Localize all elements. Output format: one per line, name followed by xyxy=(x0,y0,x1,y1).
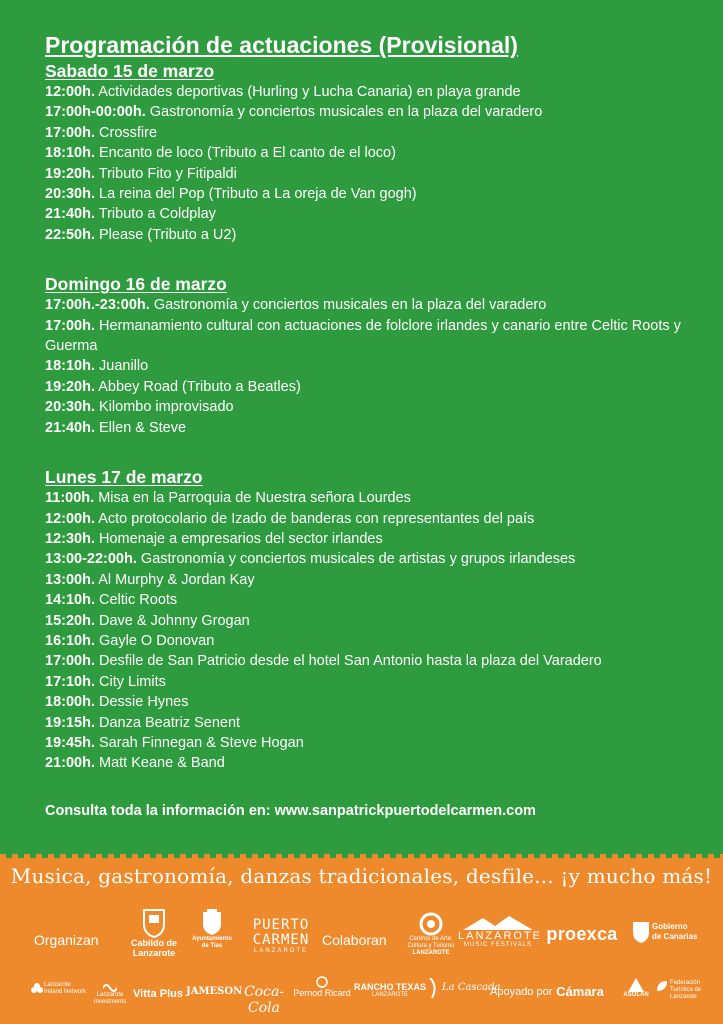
jameson-logo: JAMESON xyxy=(186,986,243,997)
event-time: 21:40h. xyxy=(45,206,95,223)
event-time: 18:10h. xyxy=(45,358,95,375)
coca-cola-logo: Coca-Cola xyxy=(243,984,285,1016)
lanzarote-music-festivals-logo: LANZAROTE MUSIC FESTIVALS xyxy=(458,916,538,949)
vitta-plus-logo: Vitta Plus xyxy=(133,988,183,1000)
puerto-carmen-logo: PUERTO CARMEN LANZAROTE xyxy=(252,917,310,954)
event-description: Desfile de San Patricio desde el hotel San Antonio hasta la plaza del Varadero xyxy=(99,653,602,670)
day-section-saturday xyxy=(45,60,705,245)
event-time: 20:30h. xyxy=(45,186,95,203)
event-item xyxy=(45,102,705,122)
event-time: 12:00h. xyxy=(45,84,95,100)
shamrock-icon xyxy=(30,982,44,996)
day-section-monday xyxy=(45,466,705,774)
leaf-icon xyxy=(656,980,668,992)
event-list xyxy=(45,488,705,774)
event-description: Tributo a Coldplay xyxy=(98,206,216,223)
wave-icon xyxy=(103,980,117,992)
event-description: Matt Keane & Band xyxy=(99,755,225,772)
sponsors-row-supporters: Lanzarote Ireland Network Lanzarote Investments Vitta Plus JAMESON Coca-Cola Pernod Ricard RANCHO TEXAS LANZAROTE La Cascada Apoyado por Cámara ASOLAN Federación Turística de Lanzarote xyxy=(30,974,710,1020)
event-description: Juanillo xyxy=(99,358,149,375)
event-item xyxy=(45,164,705,184)
event-description: Ellen & Steve xyxy=(99,419,187,436)
event-item xyxy=(45,225,705,245)
event-time: 20:30h. xyxy=(45,399,95,416)
event-description: Abbey Road (Tributo a Beatles) xyxy=(98,378,301,395)
event-item xyxy=(45,549,705,569)
proexca-logo: proexca xyxy=(546,924,618,944)
event-time: 18:00h. xyxy=(45,694,95,711)
event-item xyxy=(45,377,705,397)
event-item xyxy=(45,509,705,529)
event-description: Al Murphy & Jordan Kay xyxy=(98,571,255,588)
event-item xyxy=(45,631,705,651)
event-description: Dessie Hynes xyxy=(99,694,189,711)
sun-icon xyxy=(419,912,443,936)
event-description: Crossfire xyxy=(99,124,158,141)
lanzarote-investments-logo: Lanzarote Investments xyxy=(90,980,130,1006)
event-list xyxy=(45,295,705,438)
event-item xyxy=(45,713,705,733)
cabildo-logo: Cabildo de Lanzarote xyxy=(124,908,184,958)
page-title: Programación de actuaciones (Provisional) xyxy=(45,32,518,58)
event-item xyxy=(45,204,705,224)
event-item xyxy=(45,184,705,204)
day-section-sunday xyxy=(45,273,705,438)
event-time: 19:20h. xyxy=(45,378,95,395)
event-time: 22:50h. xyxy=(45,226,95,243)
pernod-ricard-logo: Pernod Ricard xyxy=(288,976,356,998)
event-list xyxy=(45,82,705,245)
event-time: 17:10h. xyxy=(45,673,95,690)
event-description: Actividades deportivas (Hurling y Lucha Canaria) en playa grande xyxy=(98,84,521,100)
event-description: City Limits xyxy=(99,673,166,690)
event-time: 18:10h. xyxy=(45,145,95,162)
event-item xyxy=(45,488,705,508)
event-time: 15:20h. xyxy=(45,612,95,629)
event-time: 17:00h.-23:00h. xyxy=(45,297,150,314)
event-item xyxy=(45,753,705,773)
event-description: Gastronomía y conciertos musicales de artistas y grupos irlandeses xyxy=(140,551,576,568)
mountain-icon xyxy=(463,916,533,930)
event-item xyxy=(45,590,705,610)
event-item xyxy=(45,570,705,590)
event-description: Tributo Fito y Fitipaldi xyxy=(98,165,237,182)
ayuntamiento-logo: Ayuntamiento de Tías xyxy=(189,908,235,950)
event-time: 19:15h. xyxy=(45,714,95,731)
event-item xyxy=(45,651,705,671)
event-item xyxy=(45,143,705,163)
event-description: Dave & Johnny Grogan xyxy=(99,612,250,629)
event-item xyxy=(45,82,705,102)
colaboran-label: Colaboran xyxy=(322,932,387,948)
day-title: Sabado 15 de marzo xyxy=(45,61,215,81)
event-description: Please (Tributo a U2) xyxy=(99,226,237,243)
event-description: Celtic Roots xyxy=(99,592,178,609)
day-title: Domingo 16 de marzo xyxy=(45,274,227,295)
waterfall-icon xyxy=(428,978,440,998)
event-time: 17:00h-00:00h. xyxy=(45,104,146,121)
info-link[interactable]: Consulta toda la información en: www.sanpatrickpuertodelcarmen.com xyxy=(45,803,536,819)
event-time: 16:10h. xyxy=(45,632,95,649)
event-item xyxy=(45,295,705,315)
event-item xyxy=(45,123,705,143)
organizan-label: Organizan xyxy=(34,932,99,948)
event-description: Sarah Finnegan & Steve Hogan xyxy=(99,734,304,751)
schedule-content xyxy=(45,30,705,774)
event-time: 19:20h. xyxy=(45,165,95,182)
event-item xyxy=(45,356,705,376)
footer-tagline: Musica, gastronomía, danzas tradicionales, desfile... ¡y mucho más! xyxy=(10,864,713,888)
camara-logo: Cámara xyxy=(556,984,604,999)
event-description: Gastronomía y conciertos musicales en la plaza del varadero xyxy=(153,297,547,314)
event-item xyxy=(45,529,705,549)
event-time: 12:30h. xyxy=(45,530,95,547)
event-item xyxy=(45,672,705,692)
triangle-icon xyxy=(628,978,644,992)
centros-arte-logo: Centros de Arte, Cultura y Turismo LANZAROTE xyxy=(406,912,456,957)
event-item xyxy=(45,316,705,357)
event-time: 13:00h. xyxy=(45,571,95,588)
apoyado-label: Apoyado por xyxy=(490,986,553,998)
event-description: Misa en la Parroquia de Nuestra señora Lourdes xyxy=(98,490,411,507)
event-item xyxy=(45,733,705,753)
event-time: 21:40h. xyxy=(45,419,95,436)
event-time: 13:00-22:00h. xyxy=(45,551,137,568)
event-description: Kilombo improvisado xyxy=(99,399,234,416)
event-description: Gastronomía y conciertos musicales en la plaza del varadero xyxy=(149,104,543,121)
crest-icon xyxy=(201,908,223,936)
event-time: 17:00h. xyxy=(45,653,95,670)
sponsors-row-organizers: Organizan Cabildo de Lanzarote Ayuntamiento de Tías PUERTO CARMEN LANZAROTE Colaboran Centros de Arte, Cultura y Turismo LANZAROTE LANZAROTE MUSIC FESTIVALS proexca Gobierno de Canarias xyxy=(34,908,704,968)
event-item xyxy=(45,611,705,631)
rancho-texas-logo: RANCHO TEXAS LANZAROTE xyxy=(354,982,427,998)
event-time: 19:45h. xyxy=(45,734,95,751)
day-title: Lunes 17 de marzo xyxy=(45,467,203,488)
event-item xyxy=(45,692,705,712)
event-time: 21:00h. xyxy=(45,755,95,772)
event-description: Encanto de loco (Tributo a El canto de el loco) xyxy=(99,145,396,162)
event-time: 12:00h. xyxy=(45,510,95,527)
event-description: Danza Beatriz Senent xyxy=(99,714,241,731)
event-description: Hermanamiento cultural con actuaciones de folclore irlandes y canario entre Celtic Roots y Guerma xyxy=(45,317,681,355)
event-description: Gayle O Donovan xyxy=(99,632,215,649)
event-time: 14:10h. xyxy=(45,592,95,609)
star-icon xyxy=(316,976,328,988)
event-description: Acto protocolario de Izado de banderas con representantes del país xyxy=(98,510,535,527)
asolan-logo: ASOLAN xyxy=(616,978,656,999)
event-time: 11:00h. xyxy=(45,490,95,507)
event-time: 17:00h. xyxy=(45,124,95,141)
event-description: La reina del Pop (Tributo a La oreja de Van gogh) xyxy=(99,186,417,203)
event-description: Homenaje a empresarios del sector irlandes xyxy=(99,530,383,547)
shield-icon xyxy=(142,908,166,938)
event-item xyxy=(45,397,705,417)
coat-of-arms-icon xyxy=(632,918,650,944)
event-item xyxy=(45,418,705,438)
event-time: 17:00h. xyxy=(45,317,95,334)
